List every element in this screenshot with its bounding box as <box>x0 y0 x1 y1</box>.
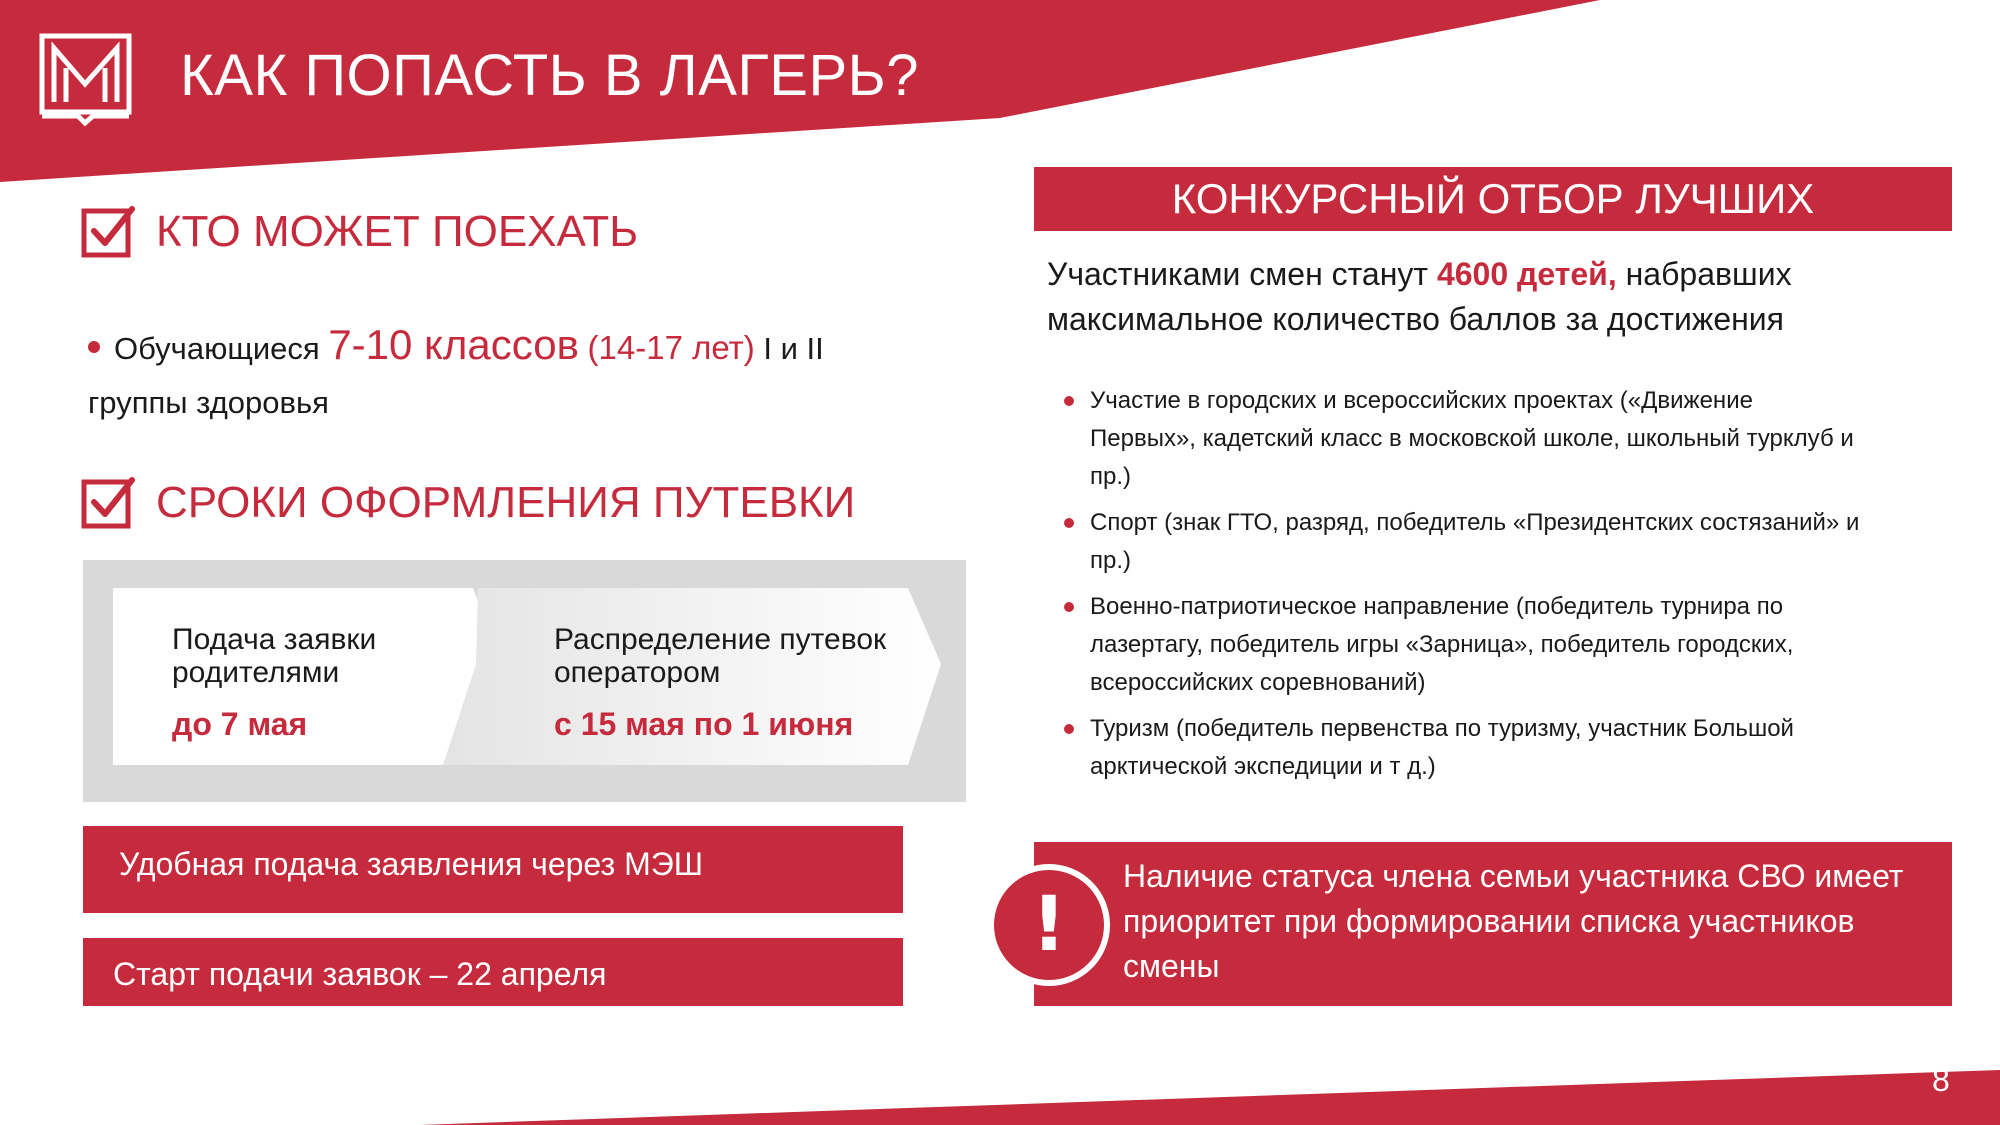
who-grades: 7-10 классов <box>328 321 579 368</box>
page-title: КАК ПОПАСТЬ В ЛАГЕРЬ? <box>180 43 919 108</box>
bullet-dot <box>1064 724 1074 734</box>
who-description <box>88 318 948 430</box>
mesh-info-bar: Удобная подача заявления через МЭШ <box>83 826 903 913</box>
step-2-date: с 15 мая по 1 июня <box>554 706 854 742</box>
who-suffix: I и II <box>763 331 824 366</box>
who-heading: КТО МОЖЕТ ПОЕХАТЬ <box>156 207 639 256</box>
footer-banner <box>0 1070 2000 1125</box>
step-1-label: Подача заявки родителями <box>172 623 377 689</box>
contest-count: 4600 детей, <box>1436 256 1617 292</box>
who-ages: (14-17 лет) <box>587 329 755 366</box>
who-line2: группы здоровья <box>88 385 329 420</box>
who-prefix: Обучающиеся <box>114 331 320 366</box>
contest-intro: Участниками смен станут 4600 детей, набравших максимальное количество баллов за достижения <box>1047 256 1792 337</box>
exclamation-mark: ! <box>1031 879 1067 968</box>
bullet-dot <box>88 341 100 353</box>
contest-heading: КОНКУРСНЫЙ ОТБОР ЛУЧШИХ <box>1034 167 1952 231</box>
priority-text: Наличие статуса члена семьи участника СВО имеет приоритет при формировании списка участников смены <box>1123 858 1904 984</box>
step-2-label: Распределение путевок оператором <box>554 623 887 689</box>
bullet-dot <box>1064 518 1074 528</box>
checkbox-check-icon <box>80 474 136 530</box>
list-item: Участие в городских и всероссийских проектах («Движение Первых», кадетский класс в московской школе, школьный турклуб и пр.) <box>1060 382 1860 496</box>
start-date-bar: Старт подачи заявок – 22 апреля <box>83 938 903 1006</box>
exclamation-icon <box>986 862 1112 988</box>
moscow-education-logo <box>38 32 133 127</box>
deadlines-heading: СРОКИ ОФОРМЛЕНИЯ ПУТЕВКИ <box>156 478 856 527</box>
page-number: 8 <box>1932 1062 1950 1098</box>
list-item: Туризм (победитель первенства по туризму, участник Большой арктической экспедиции и т д.) <box>1060 710 1860 786</box>
step-1-date: до 7 мая <box>172 706 308 742</box>
checkbox-check-icon <box>80 203 136 259</box>
criteria-list <box>1060 382 1860 794</box>
bullet-dot <box>1064 396 1074 406</box>
list-item: Спорт (знак ГТО, разряд, победитель «Президентских состязаний» и пр.) <box>1060 504 1860 580</box>
bullet-dot <box>1064 602 1074 612</box>
list-item: Военно-патриотическое направление (победитель турнира по лазертагу, победитель игры «Зарница», победитель городских, всероссийских соревнований) <box>1060 588 1860 702</box>
